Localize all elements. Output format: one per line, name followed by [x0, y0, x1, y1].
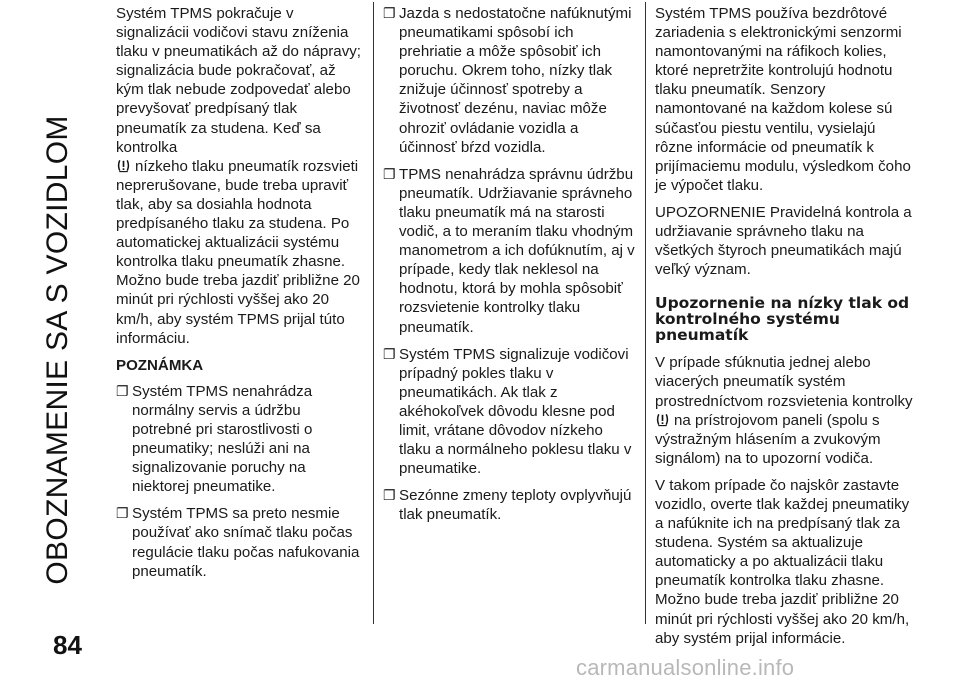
- checkbox-square-icon: ❐: [383, 5, 396, 21]
- checkbox-square-icon: ❐: [116, 382, 129, 399]
- watermark: carmanualsonline.info: [576, 655, 795, 680]
- tpms-warning-icon: [655, 412, 670, 427]
- list-item-text: TPMS nenahrádza správnu údržbu pneumatík. Udržiavanie správneho tlaku pneumatík má na starosti vodič, a to meraním tlaku vhodným manometrom a ich dofúknutím, aj v prípade, kedy tlak neklesol na hodnotu, ktorá by mohla spôsobiť rozsvietenie kontrolky tlaku pneumatík.: [399, 165, 635, 336]
- checkbox-square-icon: ❐: [383, 345, 396, 362]
- column-divider: [645, 2, 646, 624]
- text-column-3: [655, 4, 913, 656]
- list-item-text: Jazda s nedostatočne nafúknutými pneumatikami spôsobí ich prehriatie a môže spôsobiť ich poruchu. Okrem toho, nízky tlak znižuje účinnosť spotreby a životnosť dezénu, naviac môže ohroziť ovládanie vozidla a účinnosť bŕzd vozidla.: [399, 5, 632, 156]
- checkbox-square-icon: ❐: [383, 487, 396, 504]
- paragraph: UPOZORNENIE Pravidelná kontrola a udržiavanie správneho tlaku na všetkých štyroch pneumatikách majú veľký význam.: [655, 203, 912, 279]
- paragraph-text: Systém TPMS pokračuje v signalizácii vodičovi stavu zníženia tlaku v pneumatikách až do nápravy; signalizácia bude pokračovať, až kým tlak nebude zodpovedať alebo prevyšovať predpísaný tlak pneumatík za studena. Keď sa kontrolka: [116, 5, 361, 156]
- list-item-text: Systém TPMS signalizuje vodičovi prípadný pokles tlaku v pneumatikách. Ak tlak z akéhokoľvek dôvodu klesne pod limit, vrátane dôvodov nízkeho tlaku a normálneho poklesu tlaku v pneumatike.: [399, 345, 632, 478]
- list-item-text: Sezónne zmeny teploty ovplyvňujú tlak pneumatík.: [399, 487, 632, 524]
- paragraph: [116, 4, 362, 348]
- paragraph: V takom prípade čo najskôr zastavte vozidlo, overte tlak každej pneumatiky a nafúknite ich na predpísaný tlak za studena. Systém sa aktualizuje automaticky a po aktualizácii tlaku pneumatík kontrolka tlaku zhasne. Možno bude treba jazdiť približne 20 minút pri rýchlosti vyššej ako 20 km/h, aby systém prijal informácie.: [655, 476, 910, 647]
- text-column-1: [116, 4, 362, 589]
- list-item: [383, 345, 635, 479]
- section-title-vertical: OBOZNAMENIE SA S VOZIDLOM: [41, 115, 74, 585]
- list-item: [116, 504, 362, 580]
- list-item: [383, 486, 635, 524]
- list-item-text: Systém TPMS nenahrádza normálny servis a údržbu potrebné pri starostlivosti o pneumatiky; neslúži ani na signalizovanie poruchy na niektorej pneumatike.: [132, 382, 313, 496]
- list-item: [383, 4, 635, 157]
- section-heading: Upozornenie na nízky tlak od kontrolného systému pneumatík: [655, 294, 910, 345]
- paragraph-text: V prípade sfúknutia jednej alebo viacerých pneumatík systém prostredníctvom rozsvietenia kontrolky: [655, 354, 913, 410]
- tpms-warning-icon: [116, 158, 131, 173]
- note-heading: POZNÁMKA: [116, 356, 204, 374]
- list-item: [383, 165, 635, 337]
- list-item-text: Systém TPMS sa preto nesmie používať ako snímač tlaku počas regulácie tlaku počas nafukovania pneumatík.: [132, 505, 360, 580]
- checkbox-square-icon: ❐: [116, 505, 129, 522]
- paragraph-text: nízkeho tlaku pneumatík rozsvieti neprerušovane, bude treba upraviť tlak, aby sa dosiahla hodnota predpísaného tlaku za studena. Po automatickej aktualizácii systému kontrolka tlaku pneumatík zhasne. Možno bude treba jazdiť približne 20 minút pri rýchlosti vyššej ako 20 km/h, aby systém TPMS prijal túto informáciu.: [116, 157, 360, 347]
- paragraph-text: na prístrojovom paneli (spolu s výstražným hlásením a zvukovým signálom) na to upozorní vodiča.: [655, 411, 881, 467]
- checkbox-square-icon: ❐: [383, 165, 396, 182]
- paragraph: [655, 353, 913, 468]
- column-divider: [373, 2, 374, 624]
- paragraph: Systém TPMS používa bezdrôtové zariadenia s elektronickými senzormi namontovanými na ráfikoch kolies, ktoré nepretržite kontrolujú hodnotu tlaku pneumatík. Senzory namontované na každom kolese sú súčasťou piestu ventilu, vysielajú rôzne informácie od pneumatík k prijímaciemu modulu, výsledkom čoho je výpočet tlaku.: [655, 5, 911, 194]
- list-item: [116, 382, 362, 497]
- text-column-2: [383, 4, 635, 532]
- page-number: 84: [53, 630, 82, 660]
